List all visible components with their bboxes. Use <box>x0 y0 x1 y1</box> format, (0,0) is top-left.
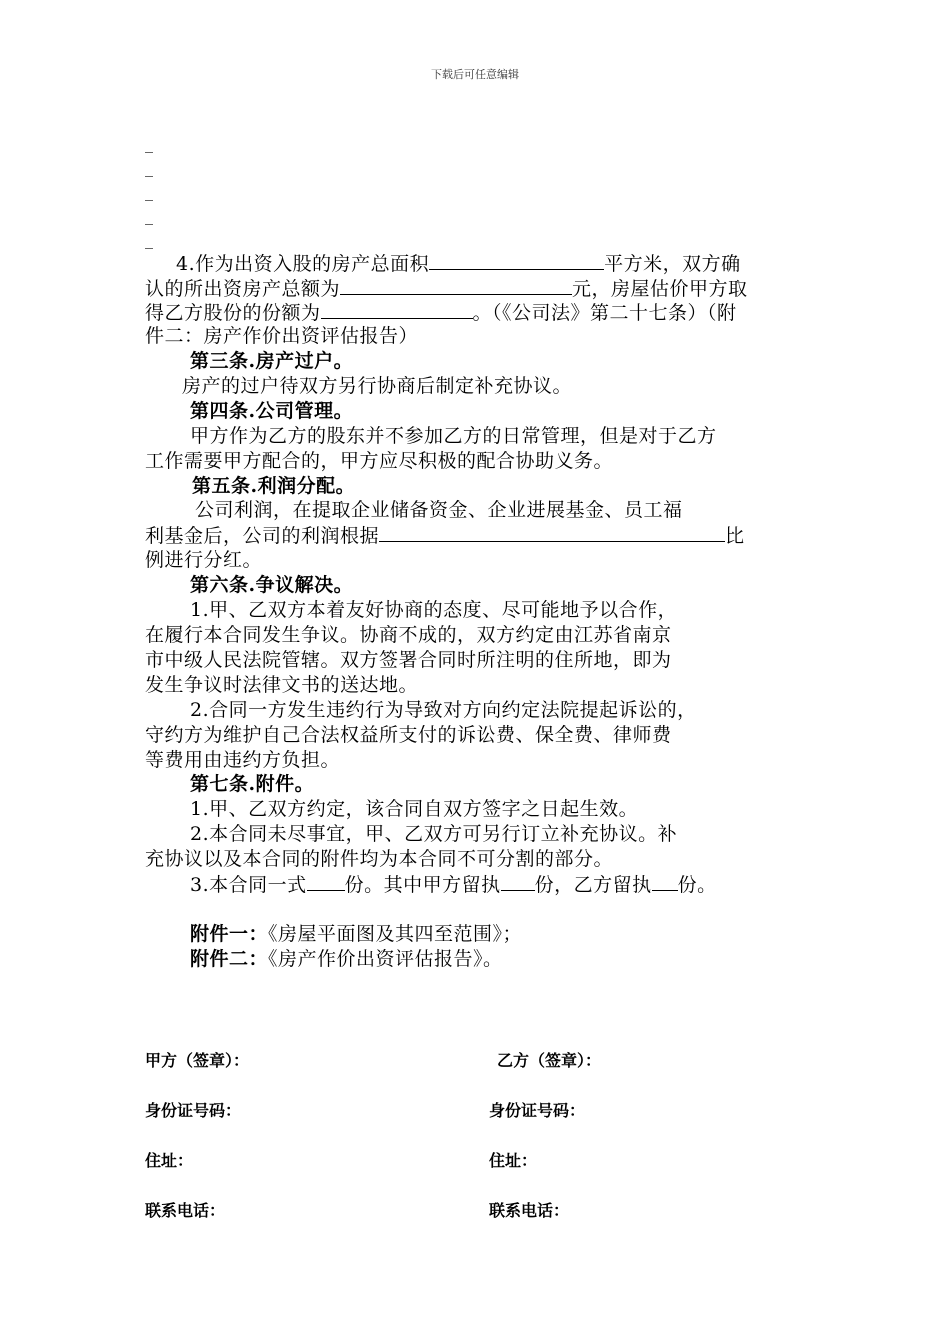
party-a-address-label: 住址： <box>145 1151 194 1170</box>
article-3-title: 第三条.房产过户。 <box>190 350 354 372</box>
text: 比 <box>725 525 745 547</box>
text: 元，房屋估价甲方取 <box>572 278 748 300</box>
party-a-id-label: 身份证号码： <box>145 1101 242 1120</box>
article-7-item-1: 1.甲、乙双方约定，该合同自双方签字之日起生效。 <box>190 798 639 820</box>
article-7-item-2-line: 充协议以及本合同的附件均为本合同不可分割的部分。 <box>145 848 614 870</box>
article-6-item-1-line: 市中级人民法院管辖。双方签署合同时所注明的住所地，即为 <box>145 649 672 671</box>
article-6-item-1-line: 1.甲、乙双方本着友好协商的态度、尽可能地予以合作， <box>190 599 678 621</box>
clause-item-4-line: 件二：房产作价出资评估报告） <box>145 325 419 347</box>
article-4-title: 第四条.公司管理。 <box>190 400 354 422</box>
text: 份，乙方留执 <box>534 874 652 896</box>
clause-item-4-line <box>176 251 841 277</box>
article-7-item-2-line: 2.本合同未尽事宜，甲、乙双方可另行订立补充协议。补 <box>190 823 678 845</box>
clause-item-4-line <box>145 276 810 302</box>
blank-area-field[interactable] <box>429 251 604 270</box>
header-note: 下载后可任意编辑 <box>431 68 519 81</box>
placeholder-dash: _ <box>145 134 153 153</box>
text: 得乙方股份的份额为 <box>145 302 321 324</box>
blank-party-a-copies-field[interactable] <box>501 872 535 891</box>
article-6-title: 第六条.争议解决。 <box>190 574 354 596</box>
text: 利基金后，公司的利润根据 <box>145 525 380 547</box>
text: 认的所出资房产总额为 <box>145 278 341 300</box>
article-6-item-2-line: 2.合同一方发生违约行为导致对方向约定法院提起诉讼的， <box>190 699 697 721</box>
article-5-title: 第五条.利润分配。 <box>192 475 356 497</box>
party-b-seal-label: 乙方（签章）： <box>497 1051 602 1070</box>
blank-amount-field[interactable] <box>340 276 572 295</box>
article-4-line: 甲方作为乙方的股东并不参加乙方的日常管理，但是对于乙方 <box>190 425 717 447</box>
article-4-line: 工作需要甲方配合的，甲方应尽积极的配合协助义务。 <box>145 450 614 472</box>
party-a-phone-label: 联系电话： <box>145 1201 226 1220</box>
blank-party-b-copies-field[interactable] <box>652 872 678 891</box>
attachment-text: 《房产作价出资评估报告》。 <box>268 948 503 970</box>
blank-ratio-field[interactable] <box>379 523 725 542</box>
blank-share-field[interactable] <box>321 300 473 319</box>
article-6-item-2-line: 守约方为维护自己合法权益所支付的诉讼费、保全费、律师费 <box>145 724 672 746</box>
party-a-seal-label: 甲方（签章）： <box>145 1051 250 1070</box>
text: 平方米，双方确 <box>604 253 741 275</box>
placeholder-dash: _ <box>145 182 153 201</box>
blank-copies-field[interactable] <box>307 872 345 891</box>
clause-item-4-line <box>145 300 810 326</box>
article-5-line: 公司利润，在提取企业储备资金、企业进展基金、员工福 <box>195 499 683 521</box>
article-3-text: 房产的过户待双方另行协商后制定补充协议。 <box>182 375 573 397</box>
article-6-item-2-line: 等费用由违约方负担。 <box>145 749 341 771</box>
attachment-1 <box>190 922 855 947</box>
article-5-line <box>145 523 810 549</box>
party-b-phone-label: 联系电话： <box>489 1201 570 1220</box>
text: 份。 <box>677 874 717 896</box>
placeholder-dash: _ <box>145 230 153 249</box>
text: 份。其中甲方留执 <box>344 874 501 896</box>
placeholder-dash: _ <box>145 158 153 177</box>
article-6-item-1-line: 在履行本合同发生争议。协商不成的，双方约定由江苏省南京 <box>145 624 672 646</box>
text: 。（《公司法》第二十七条）（附 <box>472 302 737 324</box>
attachment-label: 附件一： <box>190 923 269 945</box>
text: 3.本合同一式 <box>190 874 307 896</box>
party-b-id-label: 身份证号码： <box>489 1101 586 1120</box>
placeholder-dash: _ <box>145 206 153 225</box>
attachment-label: 附件二： <box>190 948 269 970</box>
attachment-2 <box>190 947 855 972</box>
article-7-item-3 <box>190 872 855 898</box>
article-7-title: 第七条.附件。 <box>190 773 315 795</box>
text: 4.作为出资入股的房产总面积 <box>176 253 430 275</box>
party-b-address-label: 住址： <box>489 1151 538 1170</box>
attachment-text: 《房屋平面图及其四至范围》； <box>268 923 523 945</box>
article-5-line: 例进行分红。 <box>145 549 263 571</box>
article-6-item-1-line: 发生争议时法律文书的送达地。 <box>145 674 419 696</box>
